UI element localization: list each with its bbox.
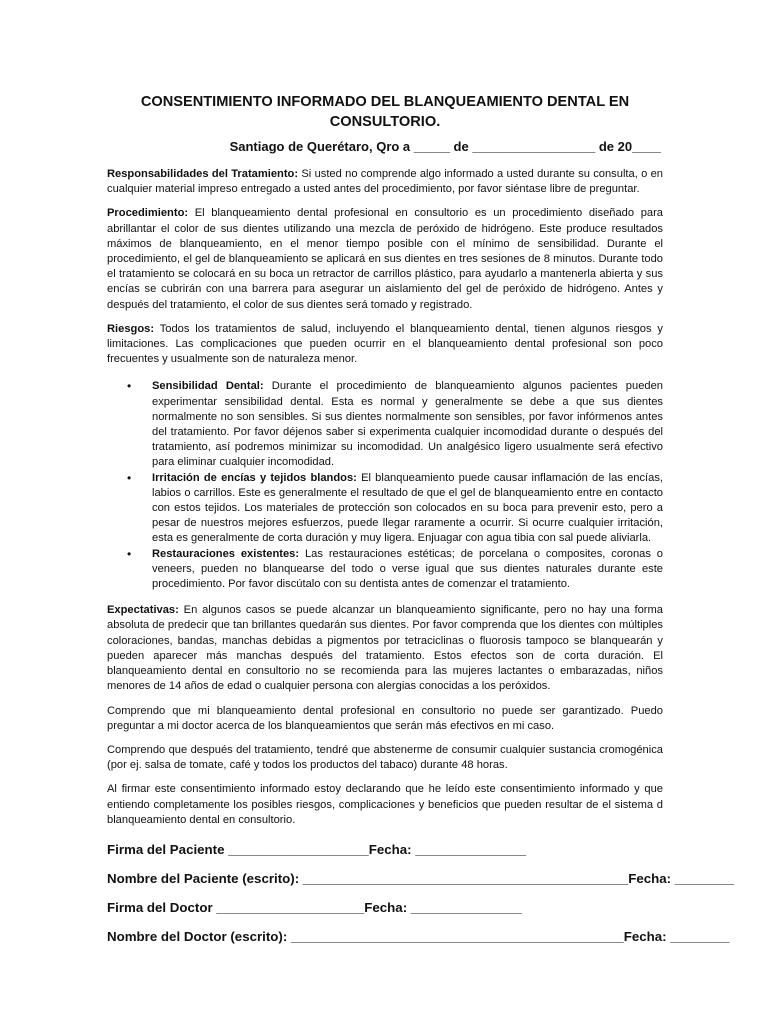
procedimiento-text: El blanqueamiento dental profesional en consultorio es un procedimiento diseñado para abrillantar el color de sus dientes utilizando una mezcla de peróxido de hidrógeno. Este produce resultados máximos de blanqueamiento, en el menor tiempo posible con el mínimo de sensibilidad. Durante el procedimiento, el gel de blanqueamiento se aplicará en sus dientes en tres sesiones de 8 minutos. Durante todo el tratamiento se colocará en su boca un retractor de carrillos plástico, para ayudarlo a mantenerla abierta y sus encías se cubrirán con una barrera para asegurar un aislamiento del gel de peróxido de hidrógeno. Antes y después del tratamiento, el color de sus dientes será tomado y registrado. [107, 207, 663, 311]
responsabilidades-text: Si usted no comprende algo informado a usted durante su consulta, o en cualquier material impreso entregado a usted antes del procedimiento, por favor siéntase libre de preguntar. [107, 168, 663, 196]
risk-label: Sensibilidad Dental: [152, 380, 264, 393]
bullet-icon: • [127, 546, 132, 561]
risk-label: Restauraciones existentes: [152, 547, 300, 560]
declaracion-paragraph: Al firmar este consentimiento informado estoy declarando que he leído este consentimiento informado y que entiendo completamente los posibles riesgos, complicaciones y beneficios que pueden resultar de el sistema d blanqueamiento dental en consultorio. [107, 783, 663, 826]
riesgos-text: Todos los tratamientos de salud, incluyendo el blanqueamiento dental, tienen algunos riesgos y limitaciones. Las complicaciones que pueden ocurrir en el blanqueamiento dental profesional son poco frecuentes y usualmente son de naturaleza menor. [107, 322, 663, 366]
riesgos-section [107, 322, 663, 368]
nombre-paciente-line [107, 870, 734, 888]
list-item [107, 379, 663, 470]
list-item [107, 471, 663, 547]
risk-label: Irritación de encías y tejidos blandos: [152, 471, 357, 484]
bullet-icon: • [127, 470, 132, 485]
firma-paciente-field: Firma del Paciente ___________________ [107, 841, 369, 857]
page-title: CONSENTIMIENTO INFORMADO DEL BLANQUEAMIENTO DENTAL EN CONSULTORIO. [140, 94, 630, 130]
nombre-doctor-line [107, 928, 730, 946]
comprendo-abstencion-paragraph: Comprendo que después del tratamiento, tendré que abstenerme de consumir cualquier sustancia cromogénica (por ej. salsa de tomate, café y todos los productos del tabaco) durante 48 horas. [107, 743, 663, 772]
procedimiento-section [107, 206, 663, 312]
bullet-icon: • [127, 379, 132, 394]
risk-text: Las restauraciones estéticas; de porcelana o composites, coronas o veneers, pueden no blanquearse del todo o verse igual que sus dientes naturales durante este procedimiento. Por favor discútalo con su dentista antes de comenzar el tratamiento. [152, 547, 663, 591]
location-date-line: Santiago de Querétaro, Qro a _____ de _________________ de 20____ [229, 139, 661, 154]
risk-text: El blanqueamiento puede causar inflamación de las encías, labios o carrillos. Este es generalmente el resultado de que el gel de blanqueamiento entre en contacto con estos tejidos. Los materiales de protección son colocados en su boca para prevenir esto, pero a pesar de nuestros mejores esfuerzos, puede llegar raramente a ocurrir. Si ocurre cualquier irritación, esta es generalmente de corta duración y muy ligera. Enjuagar con agua tibia con sal puede aliviarla. [152, 471, 663, 545]
responsabilidades-section [107, 167, 663, 197]
responsabilidades-label: Responsabilidades del Tratamiento: [107, 168, 299, 180]
firma-paciente-fecha-field: Fecha: _______________ [368, 841, 527, 857]
expectativas-section [107, 603, 663, 694]
firma-doctor-line [107, 899, 663, 917]
firma-doctor-field: Firma del Doctor ____________________ [107, 899, 365, 915]
nombre-paciente-fecha-field: Fecha: ________ [628, 870, 734, 886]
procedimiento-label: Procedimiento: [107, 207, 189, 220]
list-item [107, 547, 663, 593]
expectativas-text: En algunos casos se puede alcanzar un blanqueamiento significante, pero no hay una forma absoluta de predecir que tan brillantes quedarán sus dientes. Por favor comprenda que los dientes con múltiples coloraciones, bandas, manchas debidas a pigmentos por tetraciclinas o fluorosis tampoco se blanquearán y pueden aparecer más manchas después del tratamiento. Estos efectos son de corta duración. El blanqueamiento dental en consultorio no se recomienda para las mujeres lactantes o embarazadas, niños menores de 14 años de edad o cualquier persona con alergias conocidas a los peróxidos. [107, 604, 663, 693]
nombre-doctor-field: Nombre del Doctor (escrito): _____________________________________________ [107, 928, 624, 944]
riesgos-list [107, 379, 663, 592]
riesgos-label: Riesgos: [107, 322, 155, 335]
nombre-paciente-field: Nombre del Paciente (escrito): ____________________________________________ [107, 870, 629, 886]
expectativas-label: Expectativas: [107, 604, 179, 617]
comprendo-garantia-paragraph: Comprendo que mi blanqueamiento dental profesional en consultorio no puede ser garantizado. Puedo preguntar a mi doctor acerca de los blanqueamientos que serán más efectivos en mi caso. [107, 704, 663, 732]
consent-document [107, 92, 734, 946]
nombre-doctor-fecha-field: Fecha: ________ [623, 928, 730, 944]
firma-paciente-line [107, 841, 663, 859]
risk-text: Durante el procedimiento de blanqueamiento algunos pacientes pueden experimentar sensibilidad dental. Esta es normal y generalmente se debe a que sus dientes normalmente no son sensibles. Si sus dientes normalmente son sensibles, por favor infórmenos antes del tratamiento. Por favor déjenos saber si experimenta cualquier incomodidad durante o después del tratamiento, así podremos minimizar su incomodidad. Un analgésico ligero usualmente será efectivo para eliminar cualquier incomodidad. [152, 380, 663, 469]
firma-doctor-fecha-field: Fecha: _______________ [364, 899, 522, 915]
